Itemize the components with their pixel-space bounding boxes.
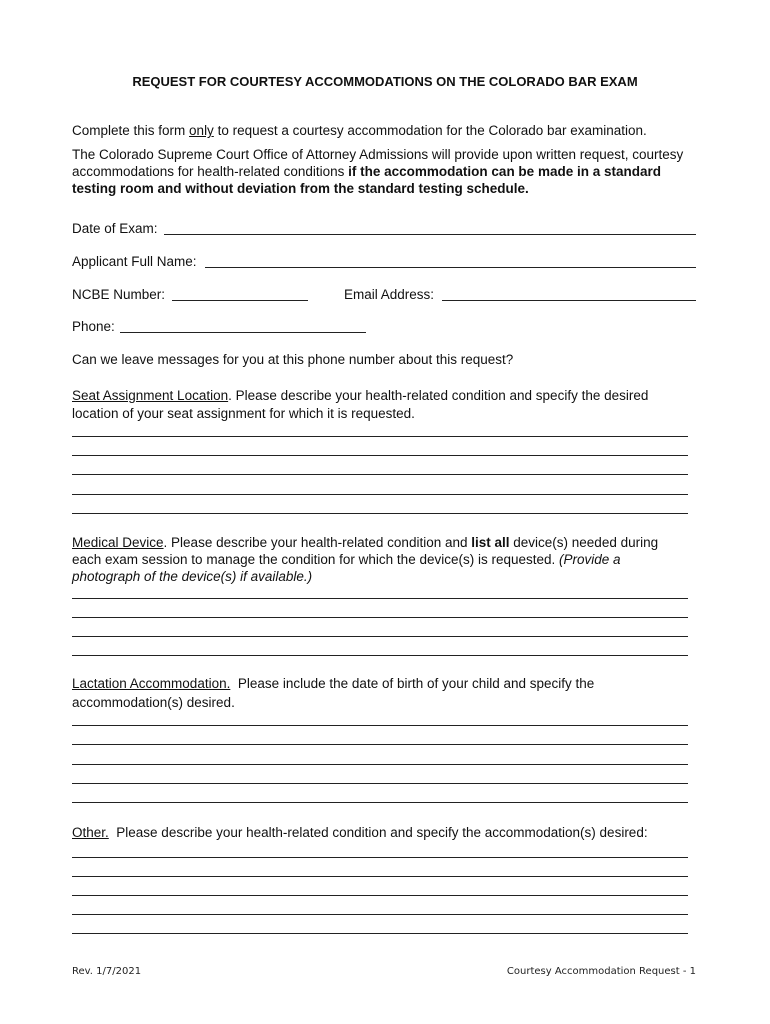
seat-section-line-2: location of your seat assignment for which it is requested. [72,406,415,421]
other-answer-line[interactable] [72,895,688,896]
lactation-answer-line[interactable] [72,764,688,765]
lactation-answer-line[interactable] [72,783,688,784]
medical-answer-line[interactable] [72,617,688,618]
revision-date: Rev. 1/7/2021 [72,966,142,977]
date-of-exam-field[interactable] [164,221,696,235]
lactation-answer-line[interactable] [72,725,688,726]
seat-answer-line[interactable] [72,513,688,514]
seat-answer-line[interactable] [72,455,688,456]
medical-answer-line[interactable] [72,655,688,656]
intro-line-3-bold: if the accommodation can be made in a standard [348,164,661,179]
other-answer-line[interactable] [72,933,688,934]
other-answer-line[interactable] [72,857,688,858]
lactation-section-heading: Lactation Accommodation. [72,676,231,691]
intro-only-emphasis: only [189,123,214,138]
other-answer-line[interactable] [72,876,688,877]
medical-line-2-italic: (Provide a [559,552,621,567]
ncbe-number-field[interactable] [172,287,308,301]
form-title: REQUEST FOR COURTESY ACCOMMODATIONS ON THE COLORADO BAR EXAM [132,74,638,89]
date-of-exam-label: Date of Exam: [72,221,158,236]
phone-field[interactable] [120,319,366,333]
lactation-answer-line[interactable] [72,802,688,803]
other-section-heading: Other. [72,825,109,840]
leave-messages-question: Can we leave messages for you at this phone number about this request? [72,352,514,367]
other-section-text: Please describe your health-related condition and specify the accommodation(s) desired: [108,825,648,840]
seat-section-heading: Seat Assignment Location [72,388,229,403]
medical-section-text: . Please describe your health-related condition and [163,535,472,550]
applicant-name-field[interactable] [205,254,696,268]
medical-section-line-3: photograph of the device(s) if available.) [72,569,313,584]
medical-line-2-text: each exam session to manage the condition for which the device(s) is requested. [72,552,560,567]
lactation-section-line-1 [72,675,594,693]
seat-answer-line[interactable] [72,494,688,495]
applicant-name-label: Applicant Full Name: [72,254,197,269]
ncbe-number-label: NCBE Number: [72,287,166,302]
medical-section-heading: Medical Device [72,535,164,550]
intro-line-3-text: accommodations for health-related conditions [72,164,349,179]
phone-label: Phone: [72,319,115,334]
medical-section-line-2 [72,551,621,569]
page-footer-label: Courtesy Accommodation Request - 1 [506,966,696,977]
seat-answer-line[interactable] [72,436,688,437]
medical-section-text-rest: device(s) needed during [509,535,659,550]
intro-line-3 [72,163,661,181]
medical-answer-line[interactable] [72,598,688,599]
intro-text-rest: to request a courtesy accommodation for the Colorado bar examination. [213,123,647,138]
intro-line-2: The Colorado Supreme Court Office of Attorney Admissions will provide upon written request, courtesy [72,147,684,162]
email-address-label: Email Address: [344,287,435,302]
seat-section-line-1 [72,387,648,405]
intro-line-1 [72,122,647,140]
other-section-line-1 [72,824,648,842]
medical-answer-line[interactable] [72,636,688,637]
email-address-field[interactable] [442,287,696,301]
medical-list-all-emphasis: list all [471,535,510,550]
lactation-answer-line[interactable] [72,744,688,745]
seat-answer-line[interactable] [72,474,688,475]
seat-section-text: . Please describe your health-related condition and specify the desired [228,388,649,403]
lactation-section-line-2: accommodation(s) desired. [72,695,235,710]
medical-section-line-1 [72,534,658,552]
intro-line-4: testing room and without deviation from the standard testing schedule. [72,181,529,196]
intro-text: Complete this form [72,123,190,138]
other-answer-line[interactable] [72,914,688,915]
lactation-section-text: Please include the date of birth of your child and specify the [230,676,595,691]
